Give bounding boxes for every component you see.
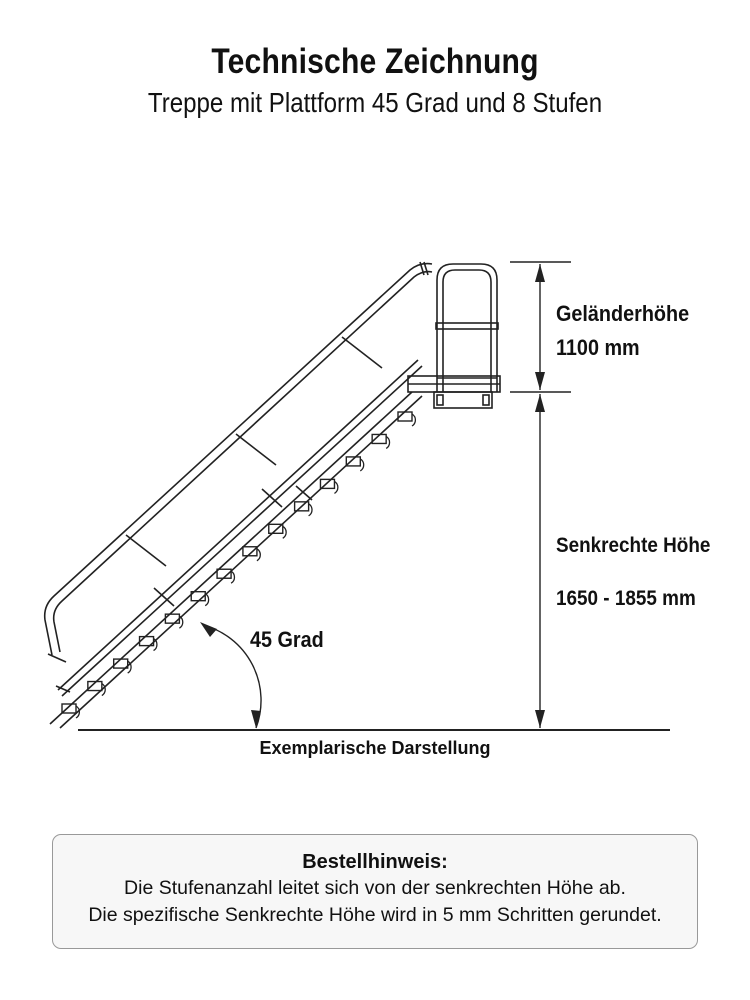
order-note-line-1: Die Stufenanzahl leitet sich von der senkrechten Höhe ab.	[124, 877, 626, 899]
platform-railing	[436, 264, 498, 392]
rail-clamps	[48, 337, 382, 692]
vertical-height-dimension	[535, 394, 545, 728]
diagram-caption: Exemplarische Darstellung	[259, 738, 491, 758]
order-note-line-2: Die spezifische Senkrechte Höhe wird in 5 mm Schritten gerundet.	[88, 904, 662, 926]
order-note-title: Bestellhinweis:	[302, 851, 448, 873]
handrail-upper	[45, 262, 432, 655]
railing-height-title: Geländerhöhe	[556, 301, 690, 326]
handrail-knee	[58, 360, 422, 696]
railing-height-label	[556, 297, 689, 365]
page-title: Technische Zeichnung	[211, 42, 539, 81]
vertical-height-value: 1650 - 1855 mm	[556, 587, 696, 610]
railing-height-value: 1100 mm	[556, 335, 640, 360]
angle-label: 45 Grad	[250, 627, 324, 652]
vertical-height-title: Senkrechte Höhe	[556, 534, 711, 557]
page-subtitle: Treppe mit Plattform 45 Grad und 8 Stufen	[147, 87, 603, 118]
platform	[408, 376, 500, 408]
order-note-box	[52, 834, 698, 949]
